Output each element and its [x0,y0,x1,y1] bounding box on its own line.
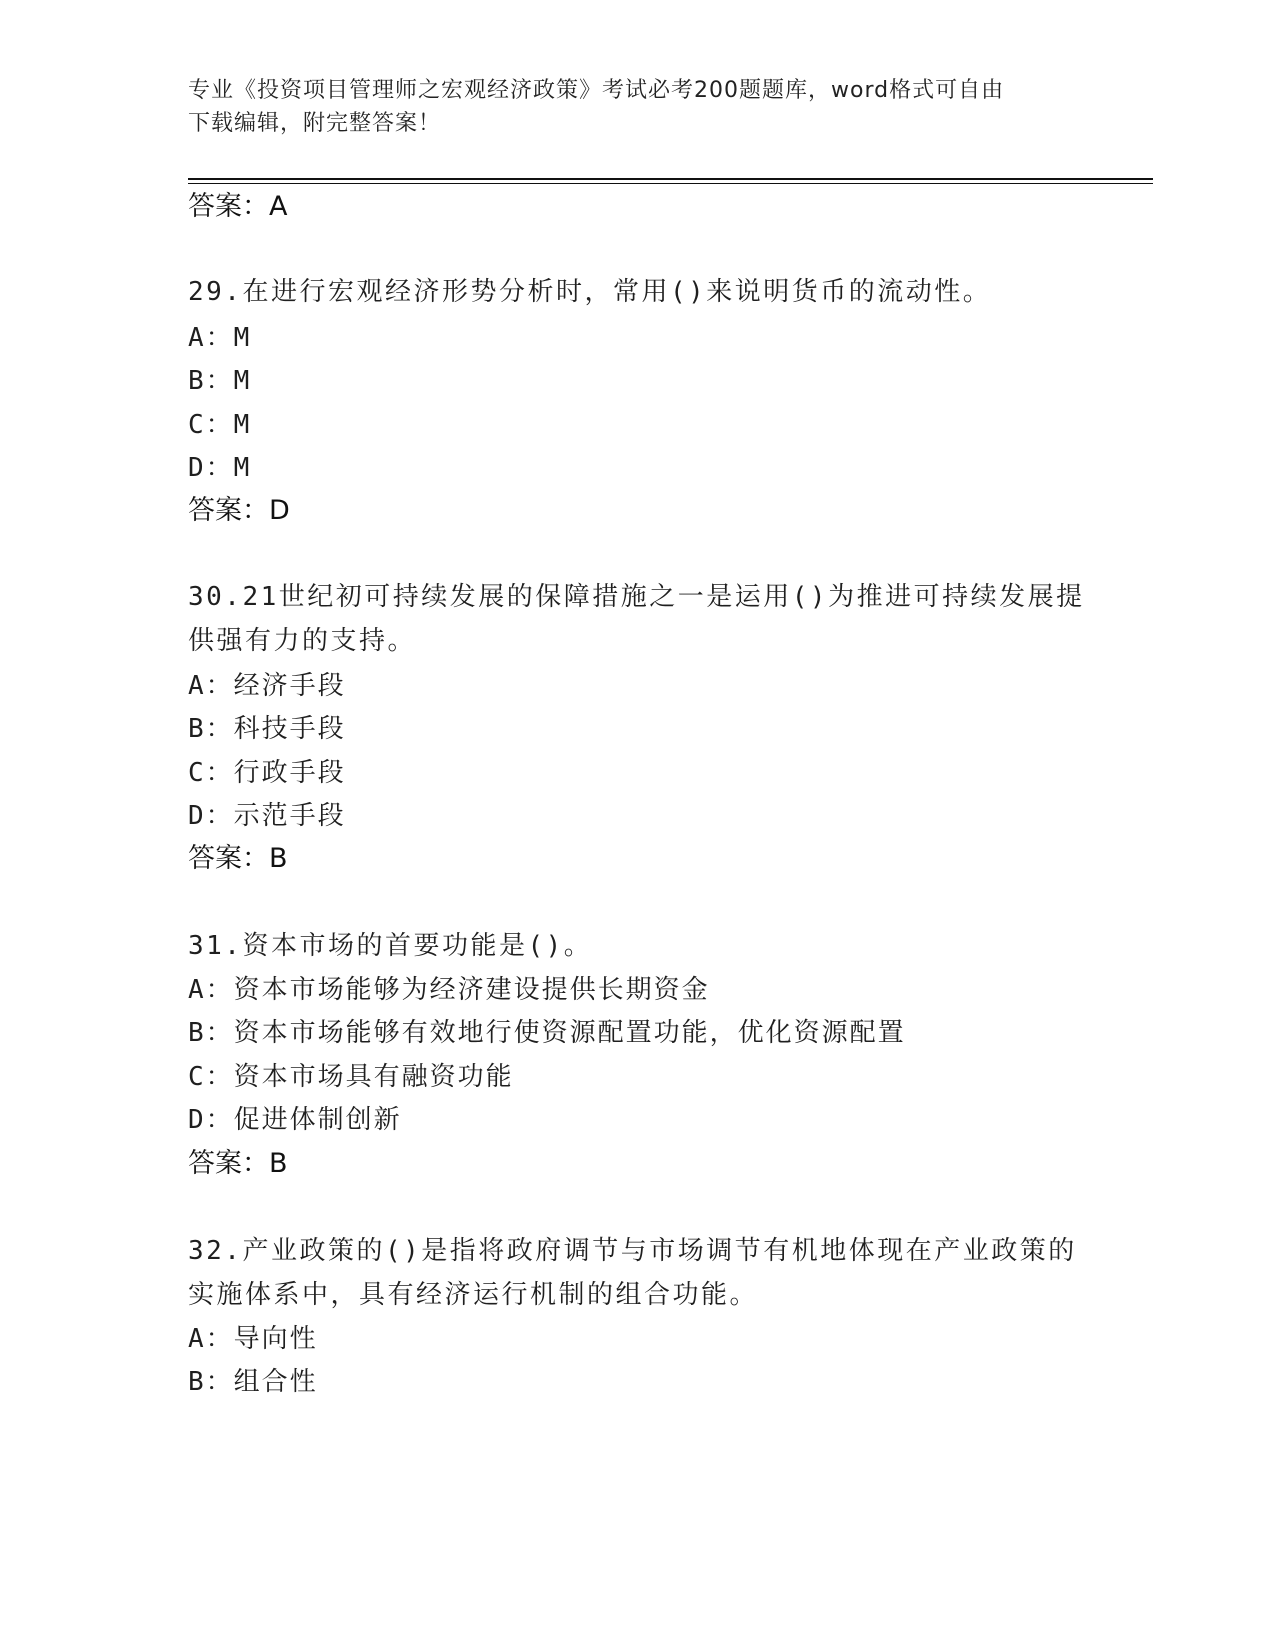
question-29-option-b: B：M [188,366,252,396]
question-31-option-b: B：资本市场能够有效地行使资源配置功能，优化资源配置 [188,1018,906,1048]
question-30-option-b: B：科技手段 [188,714,346,744]
header-rule-thick [188,178,1153,180]
question-29-option-a: A：M [188,323,252,353]
header-line-2: 下载编辑，附完整答案！ [188,111,442,136]
header-rule-thin [188,183,1153,184]
question-30-option-d: D：示范手段 [188,801,346,831]
question-29-option-c: C：M [188,410,252,440]
answer-28: 答案：A [188,191,288,222]
answer-29: 答案：D [188,495,290,526]
question-30-stem-line-1: 30.21世纪初可持续发展的保障措施之一是运用()为推进可持续发展提 [188,582,1085,612]
header-line-1: 专业《投资项目管理师之宏观经济政策》考试必考200题题库，word格式可自由 [188,78,1005,103]
answer-30: 答案：B [188,843,288,874]
question-30-option-a: A：经济手段 [188,671,346,701]
question-32-option-b: B：组合性 [188,1367,318,1397]
question-29-option-d: D：M [188,453,252,483]
question-32-option-a: A：导向性 [188,1324,318,1354]
question-32-stem-line-2: 实施体系中，具有经济运行机制的组合功能。 [188,1280,759,1310]
question-29-stem: 29.在进行宏观经济形势分析时，常用()来说明货币的流动性。 [188,277,992,307]
question-30-stem-line-2: 供强有力的支持。 [188,626,417,656]
question-32-stem-line-1: 32.产业政策的()是指将政府调节与市场调节有机地体现在产业政策的 [188,1236,1077,1266]
question-31-stem: 31.资本市场的首要功能是()。 [188,931,593,961]
question-31-option-d: D：促进体制创新 [188,1105,402,1135]
answer-31: 答案：B [188,1148,288,1179]
question-30-option-c: C：行政手段 [188,758,346,788]
document-header [188,74,1088,140]
question-31-option-a: A：资本市场能够为经济建设提供长期资金 [188,975,710,1005]
question-31-option-c: C：资本市场具有融资功能 [188,1062,514,1092]
